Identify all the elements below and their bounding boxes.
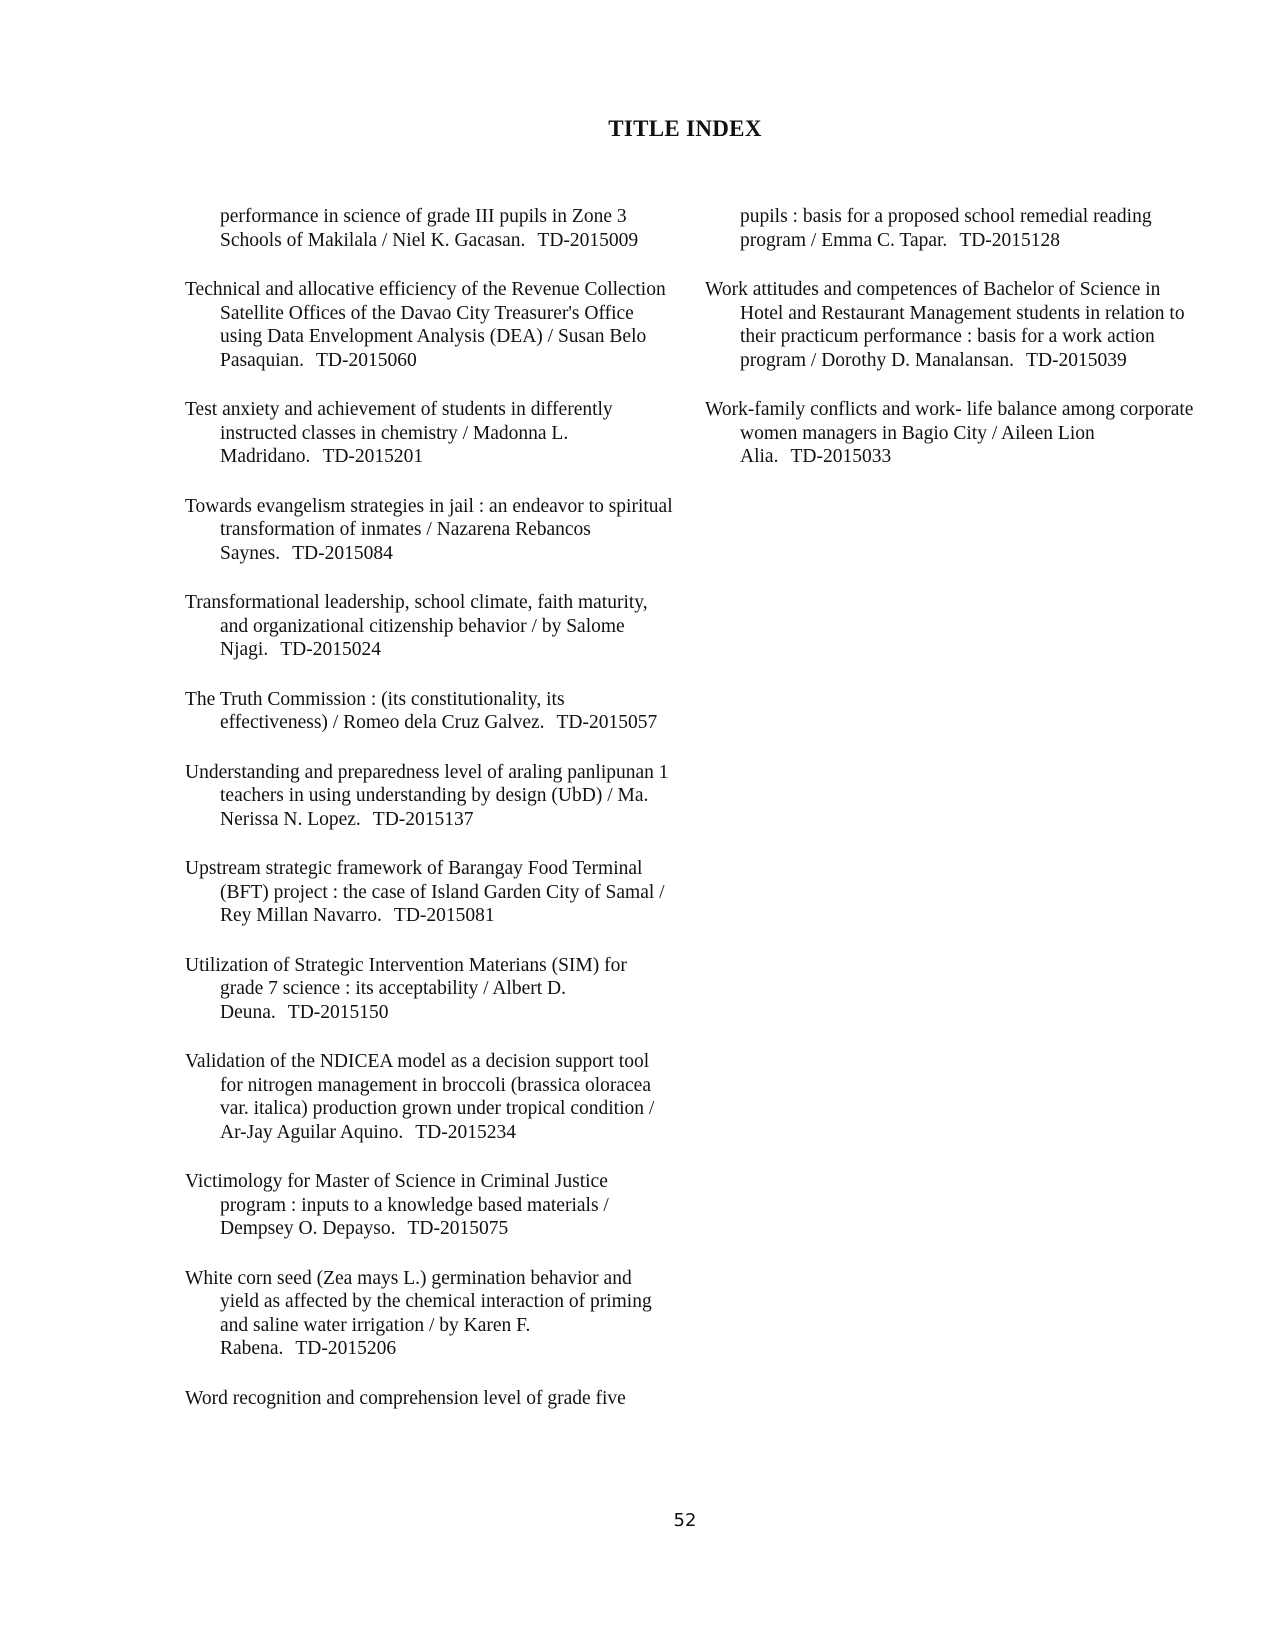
entry-id: TD-2015128 (959, 229, 1061, 251)
entry-id: TD-2015201 (322, 446, 424, 467)
index-entry (705, 278, 1200, 372)
index-entry (185, 278, 675, 372)
entry-title: Validation of the NDICEA model as a decision support tool for nitrogen management in broccoli (brassica oloracea var. italica) production grown under tropical condition / Ar-Jay Aguilar Aquino. (185, 1051, 655, 1143)
entry-id: TD-2015057 (556, 712, 658, 733)
entry-id: TD-2015009 (537, 229, 639, 251)
entry-id: TD-2015081 (393, 905, 495, 926)
entry-title: The Truth Commission : (its constitutionality, its effectiveness) / Romeo dela Cruz Galvez. (185, 688, 565, 733)
entry-title: Work attitudes and competences of Bachelor of Science in Hotel and Restaurant Management students in relation to their practicum performance : basis for a work action program / Dorothy D. Manalansan. (705, 279, 1185, 371)
index-entry (185, 205, 675, 252)
entry-id: TD-2015206 (295, 1338, 397, 1359)
entry-title: Transformational leadership, school climate, faith maturity, and organizational citizenship behavior / by Salome Njagi. (185, 592, 648, 660)
index-entry (185, 761, 675, 832)
entry-title: Technical and allocative efficiency of the Revenue Collection Satellite Offices of the Davao City Treasurer's Office using Data Envelopment Analysis (DEA) / Susan Belo Pasaquian. (185, 279, 666, 371)
entry-title: Victimology for Master of Science in Criminal Justice program : inputs to a knowledge based materials / Dempsey O. Depayso. (185, 1171, 609, 1239)
index-entry (185, 591, 675, 662)
entry-title: Work-family conflicts and work- life balance among corporate women managers in Bagio City / Aileen Lion Alia. (705, 399, 1194, 467)
index-entry (185, 1050, 675, 1144)
entry-title: Test anxiety and achievement of students in differently instructed classes in chemistry / Madonna L. Madridano. (185, 399, 613, 467)
entry-title: Utilization of Strategic Intervention Materians (SIM) for grade 7 science : its acceptability / Albert D. Deuna. (185, 954, 627, 1023)
left-column (185, 205, 675, 1436)
entry-title: Understanding and preparedness level of araling panlipunan 1 teachers in using understanding by design (UbD) / Ma. Nerissa N. Lopez. (185, 761, 669, 830)
page-title: TITLE INDEX (608, 116, 762, 141)
index-entry (185, 1387, 675, 1411)
entry-title: performance in science of grade III pupils in Zone 3 Schools of Makilala / Niel K. Gacasan. (220, 206, 627, 251)
entry-title: White corn seed (Zea mays L.) germination behavior and yield as affected by the chemical interaction of priming and saline water irrigation / by Karen F. Rabena. (185, 1267, 652, 1359)
entry-id: TD-2015075 (407, 1218, 509, 1239)
entry-title: Upstream strategic framework of Barangay Food Terminal (BFT) project : the case of Island Garden City of Samal / Rey Millan Navarro. (185, 858, 665, 926)
entry-id: TD-2015137 (372, 808, 474, 830)
index-entry (185, 857, 675, 928)
entry-title: Towards evangelism strategies in jail : an endeavor to spiritual transformation of inmates / Nazarena Rebancos Saynes. (185, 495, 673, 564)
index-entry (185, 495, 675, 566)
entry-title: pupils : basis for a proposed school remedial reading program / Emma C. Tapar. (740, 206, 1152, 251)
index-entry (185, 688, 675, 735)
entry-id: TD-2015150 (287, 1001, 389, 1023)
entry-title: Word recognition and comprehension level of grade five (185, 1387, 626, 1409)
page-number: 52 (673, 1510, 697, 1531)
entry-id: TD-2015084 (292, 542, 393, 564)
entry-id: TD-2015039 (1026, 349, 1127, 371)
index-entry (705, 205, 1200, 252)
index-entry (185, 398, 675, 469)
entry-id: TD-2015060 (315, 349, 417, 371)
index-entry (185, 1170, 675, 1241)
entry-id: TD-2015234 (415, 1121, 516, 1143)
index-entry (185, 954, 675, 1025)
entry-id: TD-2015024 (280, 639, 381, 660)
index-entry (185, 1267, 675, 1361)
index-entry (705, 398, 1200, 469)
right-column (705, 205, 1200, 495)
entry-id: TD-2015033 (790, 446, 892, 467)
